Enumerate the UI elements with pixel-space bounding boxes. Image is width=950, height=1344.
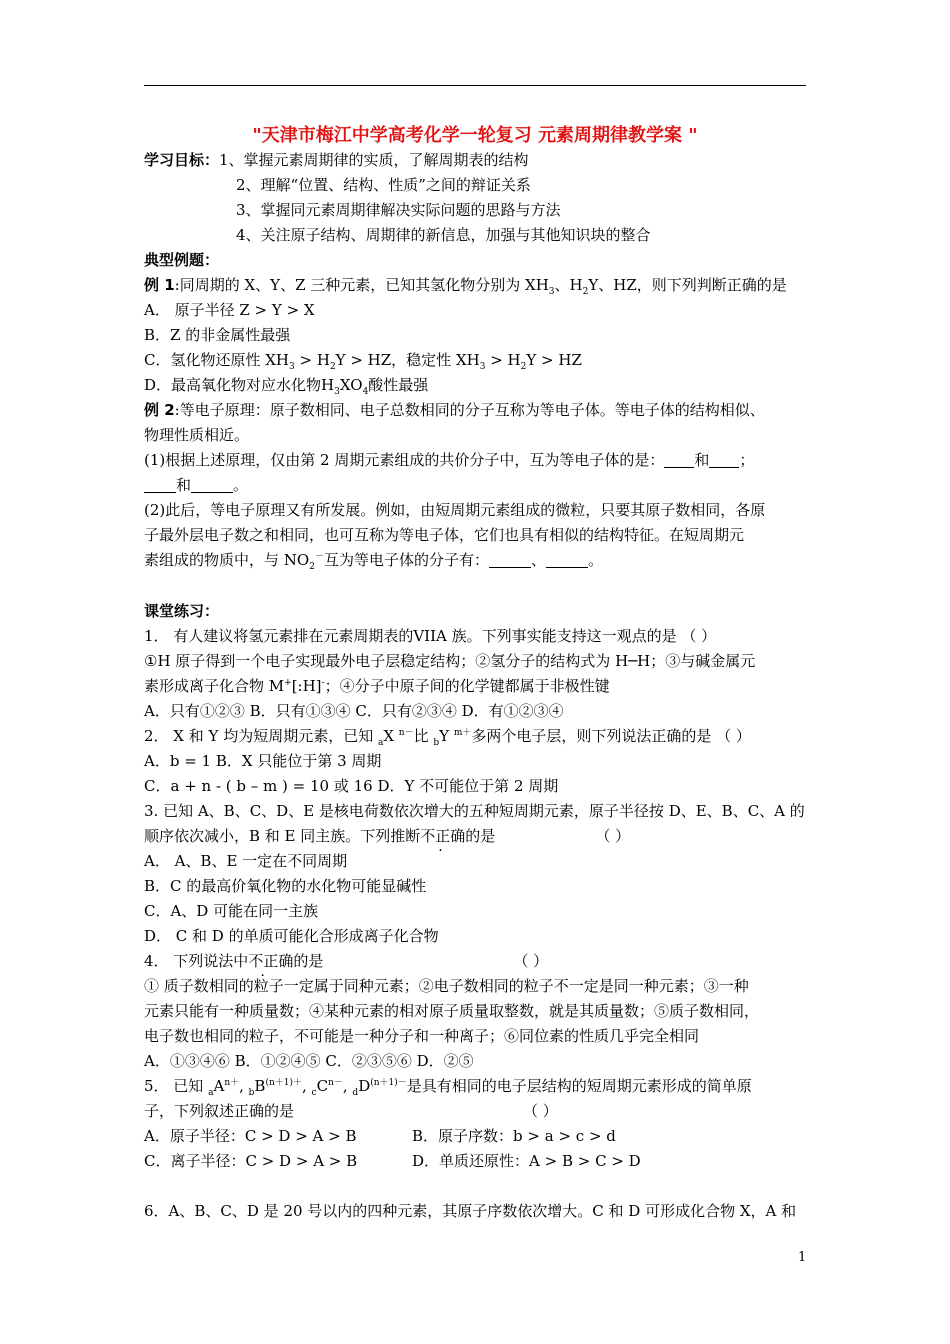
example-2-q1-cont: [144, 475, 248, 495]
superscript: n－: [398, 728, 414, 738]
text-segment: ；: [739, 451, 755, 469]
subscript: 2: [582, 287, 589, 297]
subscript: 3: [479, 362, 486, 372]
subscript: 2: [329, 362, 336, 372]
text-segment: Y > HZ: [526, 351, 582, 369]
text-segment: :等电子原理：原子数相同、电子总数相同的分子互称为等电子体。等电子体的结构相似、: [174, 401, 765, 419]
subscript: 3: [548, 287, 555, 297]
header-rule: [144, 85, 806, 86]
text-segment: Y: [439, 727, 454, 745]
text-segment: ；④分子中原子间的化学键都属于非极性键: [324, 677, 610, 695]
goal-item: 4、关注原子结构、周期律的新信息，加强与其他知识块的整合: [236, 226, 651, 244]
answer-blank[interactable]: [489, 553, 531, 568]
example-2-stem: [144, 400, 765, 420]
example-2-label: 例 2: [144, 401, 175, 419]
practice-heading: 课堂练习：: [144, 602, 220, 620]
question-3-option-a: A． A、B、E 一定在不同周期: [144, 852, 348, 870]
text-segment: 比: [413, 727, 434, 745]
superscript: m＋: [453, 728, 472, 738]
subscript: c: [311, 1088, 317, 1098]
text-segment: ,: [302, 1077, 312, 1095]
text-segment: C: [316, 1077, 329, 1095]
subscript: 2: [309, 562, 315, 572]
question-3-stem: 3. 已知 A、B、C、D、E 是核电荷数依次增大的五种短周期元素，原子半径按 D、E、B、C、A 的: [144, 802, 805, 820]
text-segment: D: [358, 1077, 371, 1095]
text-segment: 和: [176, 476, 192, 494]
question-3-option-c: C．A、D 可能在同一主族: [144, 902, 319, 920]
text-segment: 顺序依次减小，B 和 E 同主族。下列推断: [144, 827, 421, 845]
question-1-line: [144, 676, 610, 696]
superscript: －: [314, 552, 324, 562]
text-segment: X: [383, 727, 399, 745]
question-4-line: 元素只能有一种质量数；④某种元素的相对原子质量取整数，就是其质量数；⑤质子数相同，: [144, 1002, 760, 1020]
answer-blank[interactable]: [546, 553, 588, 568]
question-6-stem: 6．A、B、C、D 是 20 号以内的四种元素，其原子序数依次增大。C 和 D 可形成化合物 X，A 和: [144, 1202, 797, 1220]
example-2-q2: 子最外层电子数之和相同，也可互称为等电子体，它们也具有相似的结构特征。在短周期元: [144, 526, 745, 544]
example-2-q1: [144, 450, 754, 470]
superscript: n＋: [224, 1078, 240, 1088]
subscript: 4: [362, 387, 369, 397]
text-segment: 5． 已知: [144, 1077, 209, 1095]
text-segment: B: [254, 1077, 266, 1095]
text-segment: D．最高氧化物对应水化物H: [144, 376, 335, 394]
subscript: a: [377, 738, 384, 748]
question-4-line: ① 质子数相同的粒子一定属于同种元素；②电子数相同的粒子不一定是同一种元素；③一种: [144, 977, 749, 995]
text-segment: 互为等电子体的分子有：: [323, 551, 489, 569]
goal-item: 1、掌握元素周期律的实质，了解周期表的结构: [219, 151, 529, 169]
text-segment: :同周期的 X、Y、Z 三种元素，已知其氢化物分别为 XH: [174, 276, 549, 294]
question-4-line: 电子数也相同的粒子，不可能是一种分子和一种离子；⑥同位素的性质几乎完全相同: [144, 1027, 700, 1045]
example-1-stem: [144, 275, 787, 295]
emphasis-text: 不正确: [420, 827, 466, 845]
text-segment: XO: [339, 376, 363, 394]
goal-item: 2、理解“位置、结构、性质”之间的辩证关系: [236, 176, 531, 194]
example-2-q2: (2)此后，等电子原理又有所发展。例如，由短周期元素组成的微粒，只要其原子数相同，各原: [144, 501, 766, 519]
question-5-option-a: A．原子半径：C > D > A > B: [144, 1127, 357, 1145]
question-2-options: C．a + n - ( b – m ) = 10 或 16 D．Y 不可能位于第 2 周期: [144, 777, 559, 795]
answer-blank[interactable]: [709, 453, 739, 468]
example-1-option-a: A． 原子半径 Z > Y > X: [144, 301, 315, 319]
text-segment: 酸性最强: [368, 376, 429, 394]
subscript: 3: [334, 387, 340, 397]
answer-paren: （ ）: [523, 1102, 558, 1120]
subscript: b: [248, 1088, 255, 1098]
superscript: (n＋1)＋: [265, 1078, 302, 1088]
goals-line-1: [144, 150, 529, 170]
text-segment: 多两个电子层，则下列说法正确的是 （ ）: [471, 727, 751, 745]
question-5-line: [144, 1101, 558, 1121]
text-segment: 2． X 和 Y 均为短周期元素，已知: [144, 727, 378, 745]
answer-paren: （ ）: [595, 827, 631, 845]
text-segment: 4． 下列说法中: [144, 952, 249, 970]
example-1-label: 例 1: [144, 276, 175, 294]
question-4-stem: [144, 951, 548, 971]
goal-item: 3、掌握同元素周期律解决实际问题的思路与方法: [236, 201, 561, 219]
question-2-options: A．b = 1 B．X 只能位于第 3 周期: [144, 752, 382, 770]
answer-blank[interactable]: [191, 478, 233, 493]
superscript: -: [321, 678, 325, 688]
subscript: a: [208, 1088, 214, 1098]
answer-blank[interactable]: [144, 478, 176, 493]
text-segment: C．氢化物还原性 XH: [144, 351, 290, 369]
superscript: (n＋1)－: [370, 1078, 407, 1088]
example-2-line: 物理性质相近。: [144, 426, 250, 444]
question-5-option-c: C．离子半径：C > D > A > B: [144, 1152, 358, 1170]
subscript: b: [433, 738, 440, 748]
question-2-stem: [144, 726, 751, 746]
page-number: 1: [798, 1250, 807, 1265]
superscript: n－: [328, 1078, 343, 1088]
question-4-options: A．①③④⑥ B．①②④⑤ C．②③⑤⑥ D．②⑤: [144, 1052, 474, 1070]
goals-label: 学习目标：: [144, 151, 220, 169]
superscript: +: [284, 678, 292, 688]
example-1-option-b: B．Z 的非金属性最强: [144, 326, 291, 344]
emphasis-text: 不正: [248, 952, 279, 970]
text-segment: (1)根据上述原理，仅由第 2 周期元素组成的共价分子中，互为等电子体的是：: [144, 451, 665, 469]
question-5-stem: [144, 1076, 752, 1096]
text-segment: 和: [694, 451, 710, 469]
text-segment: 、H: [554, 276, 583, 294]
text-segment: 素形成离子化合物 M: [144, 677, 285, 695]
text-segment: Y、HZ，则下列判断正确的是: [588, 276, 787, 294]
page-title: "天津市梅江中学高考化学一轮复习 元素周期律教学案 ": [252, 125, 698, 146]
question-3-stem: [144, 826, 630, 846]
question-3-option-d: D． C 和 D 的单质可能化合形成离子化合物: [144, 927, 439, 945]
text-segment: 。: [233, 476, 249, 494]
text-segment: 。: [587, 551, 603, 569]
example-2-q2: [144, 550, 603, 570]
text-segment: > H: [485, 351, 521, 369]
example-1-option-c: [144, 350, 582, 370]
text-segment: Y > HZ，稳定性 XH: [335, 351, 480, 369]
example-1-option-d: [144, 375, 428, 395]
subscript: 3: [289, 362, 295, 372]
text-segment: 素组成的物质中，与 NO: [144, 551, 310, 569]
question-1-stem: 1． 有人建议将氢元素排在元素周期表的VIIA 族。下列事实能支持这一观点的是 （ ）: [144, 627, 717, 645]
question-1-line: ①H 原子得到一个电子实现最外电子层稳定结构；②氢分子的结构式为 H─H；③与碱金属元: [144, 652, 756, 670]
text-segment: 的是: [465, 827, 496, 845]
subscript: 2: [520, 362, 527, 372]
text-segment: [:H]: [291, 677, 322, 695]
text-segment: 确的是: [278, 952, 324, 970]
text-segment: ,: [239, 1077, 249, 1095]
examples-heading: 典型例题：: [144, 251, 220, 269]
answer-blank[interactable]: [664, 453, 694, 468]
text-segment: 子，下列叙述正确的是: [144, 1102, 295, 1120]
question-3-option-b: B．C 的最高价氧化物的水化物可能显碱性: [144, 877, 427, 895]
question-5-option-d: D．单质还原性：A > B > C > D: [412, 1152, 641, 1170]
text-segment: 是具有相同的电子层结构的短周期元素形成的简单原: [406, 1077, 752, 1095]
question-5-option-b: B．原子序数：b > a > c > d: [412, 1127, 616, 1145]
text-segment: > H: [294, 351, 330, 369]
subscript: d: [352, 1088, 359, 1098]
answer-paren: （ ）: [513, 952, 549, 970]
question-1-options: A．只有①②③ B．只有①③④ C．只有②③④ D．有①②③④: [144, 702, 564, 720]
text-segment: 、: [530, 551, 546, 569]
text-segment: A: [213, 1077, 225, 1095]
text-segment: ,: [342, 1077, 353, 1095]
